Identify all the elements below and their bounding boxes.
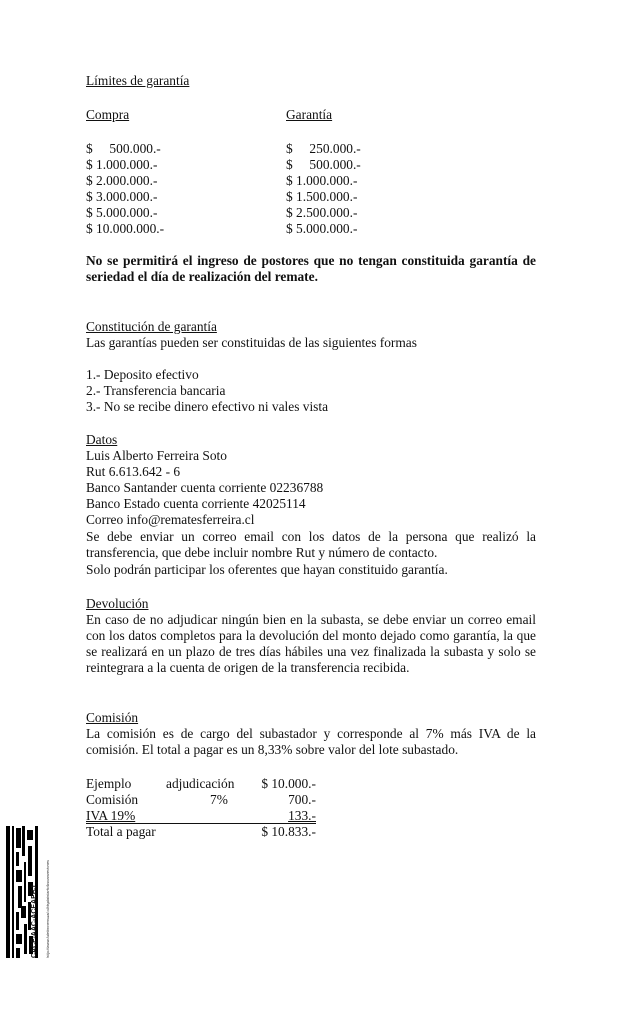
- table-row: [86, 808, 316, 824]
- table-row: [86, 776, 316, 792]
- devolucion-text: En caso de no adjudicar ningún bien en la subasta, se debe enviar un correo email con los datos completos para la devolución del monto dejado como garantía, la que se realizará en un plazo de tres días hábiles una vez finalizada la subasta y solo se reintegrara a la cuenta de origen de la transferencia recibida.: [86, 612, 536, 675]
- compra-value: $ 3.000.000.-: [86, 189, 158, 204]
- garantia-value: $ 1.500.000.-: [286, 189, 358, 204]
- section-title-datos: Datos: [86, 432, 118, 447]
- section-title-limites: Límites de garantía: [86, 73, 190, 88]
- table-value: 700.-: [288, 792, 316, 807]
- compra-value: $ 1.000.000.-: [86, 157, 158, 172]
- datos-line: Banco Estado cuenta corriente 42025114: [86, 496, 306, 511]
- datos-line: Banco Santander cuenta corriente 02236788: [86, 480, 324, 495]
- table-value: 133.-: [288, 808, 316, 823]
- table-value: $ 10.833.-: [261, 824, 316, 839]
- table-label: IVA 19%: [86, 808, 136, 823]
- table-label: Total a pagar: [86, 824, 156, 839]
- list-item: 2.- Transferencia bancaria: [86, 383, 226, 398]
- garantia-value: $ 5.000.000.-: [286, 221, 358, 236]
- garantia-header: Garantía: [286, 107, 333, 122]
- datos-line: Rut 6.613.642 - 6: [86, 464, 181, 479]
- stamp-url: http://www.fuletinmensual.cl/dsplaintarfc/bsoanveriones: [45, 859, 50, 958]
- garantia-value: $ 2.500.000.-: [286, 205, 358, 220]
- datos-note2: Solo podrán participar los oferentes que hayan constituido garantía.: [86, 562, 448, 577]
- table-mid: adjudicación: [166, 776, 235, 791]
- comision-text: La comisión es de cargo del subastador y corresponde al 7% más IVA de la comisión. El total a pagar es un 8,33% sobre valor del lote subastado.: [86, 726, 536, 757]
- compra-value: $ 500.000.-: [86, 141, 161, 156]
- compra-value: $ 2.000.000.-: [86, 173, 158, 188]
- list-item: 1.- Deposito efectivo: [86, 367, 199, 382]
- table-label: Comisión: [86, 792, 139, 807]
- email-link[interactable]: Correo info@rematesferreira.cl: [86, 512, 255, 527]
- garantia-value: $ 500.000.-: [286, 157, 361, 172]
- compra-value: $ 5.000.000.-: [86, 205, 158, 220]
- table-label: Ejemplo: [86, 776, 132, 791]
- section-title-comision: Comisión: [86, 710, 139, 725]
- table-row: [86, 824, 316, 840]
- table-row: [86, 792, 316, 808]
- stamp-code: CACF-AAC-ACEAEBJ: [31, 885, 38, 958]
- garantia-value: $ 250.000.-: [286, 141, 361, 156]
- warning-text: No se permitirá el ingreso de postores que no tengan constituida garantía de seriedad el día de realización del remate.: [86, 253, 536, 284]
- datos-note: Se debe enviar un correo email con los datos de la persona que realizó la transferencia, que debe incluir nombre Rut y número de contacto.: [86, 529, 536, 560]
- section-title-constitucion: Constitución de garantía: [86, 319, 217, 334]
- section-title-devolucion: Devolución: [86, 596, 149, 611]
- list-item: 3.- No se recibe dinero efectivo ni vales vista: [86, 399, 329, 414]
- compra-header: Compra: [86, 107, 130, 122]
- compra-value: $ 10.000.000.-: [86, 221, 165, 236]
- table-value: $ 10.000.-: [261, 776, 316, 791]
- datos-line: Luis Alberto Ferreira Soto: [86, 448, 227, 463]
- garantia-value: $ 1.000.000.-: [286, 173, 358, 188]
- table-mid: 7%: [210, 792, 228, 807]
- constitucion-intro: Las garantías pueden ser constituidas de las siguientes formas: [86, 335, 417, 350]
